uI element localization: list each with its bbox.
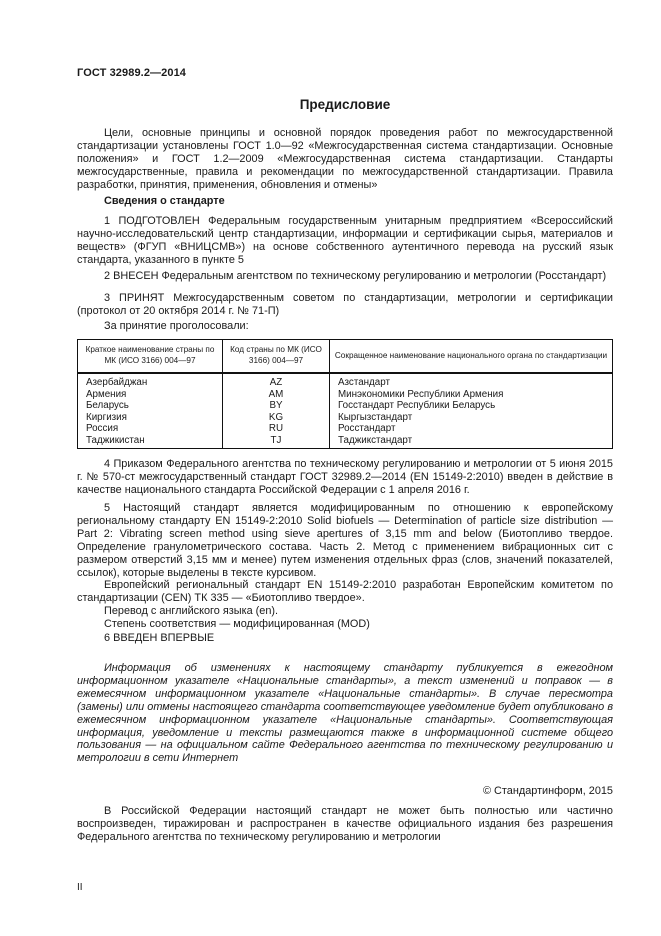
item-6-block [77,632,613,645]
notice-block [77,662,613,765]
code-cell: AZ [223,373,330,389]
code-cell: KG [223,412,330,424]
country-cell: Россия [78,423,223,435]
copyright-block [77,785,613,798]
item-5-european-standard: Европейский региональный стандарт EN 15149-2:2010 разработан Европейским комитетом по стандартизации (CEN) ТК 335 — «Биотопливо твердое». [77,579,613,605]
item-6: 6 ВВЕДЕН ВПЕРВЫЕ [104,632,215,644]
item-5-block [77,502,613,631]
country-cell: Азербайджан [78,373,223,389]
page-title: Предисловие [299,97,391,112]
item-5-degree: Степень соответствия — модифицированная (MOD) [104,618,370,631]
code-cell: RU [223,423,330,435]
table-header-row [78,340,613,374]
section-heading: Сведения о стандарте [104,195,225,207]
item-4: 4 Приказом Федерального агентства по техническому регулированию и метрологии от 5 июня 2015 г. № 570-ст межгосударственный стандарт ГОСТ 32989.2—2014 (EN 15149-2:2010) введен в действие в качестве национального стандарта Российской Федерации с 1 апреля 2016 г. [77,458,613,496]
document-code: ГОСТ 32989.2—2014 [77,67,187,79]
column-header-body: Сокращенное наименование национального органа по стандартизации [330,340,613,374]
body-cell: Минэкономики Республики Армения [330,389,613,401]
item-1: 1 ПОДГОТОВЛЕН Федеральным государственным унитарным предприятием «Всероссийский научно-исследовательский центр стандартизации, информации и сертификации сырья, материалов и веществ» (ФГУП «ВНИЦСМВ») на основе собственного аутентичного перевода на русский язык стандарта, указанного в пункте 5 [77,215,613,266]
table-row [78,423,613,435]
restriction-block [77,805,613,844]
body-cell: Кыргызстандарт [330,412,613,424]
item-5-translation: Перевод с английского языка (en). [104,605,279,618]
page-number: II [77,882,83,893]
item-5: 5 Настоящий стандарт является модифицированным по отношению к европейскому региональному стандарту EN 15149-2:2010 Solid biofuels — Determination of particle size distribution — Part 2: Vibrating screen method using sieve apertures of 3,15 mm and below (Биотопливо твердое. Определение гранулометрического состава. Часть 2. Метод с применением вибрационных сит с размером отверстий 3,15 мм и менее) путем изменения отдельных фраз (слов, значений показателей, ссылок), которые выделены в тексте курсивом. [77,502,613,579]
column-header-code: Код страны по МК (ИСО 3166) 004—97 [223,340,330,374]
table-row [78,400,613,412]
column-header-country: Краткое наименование страны по МК (ИСО 3166) 004—97 [78,340,223,374]
country-cell: Таджикистан [78,435,223,449]
item-2-block [77,270,613,283]
table-row [78,412,613,424]
body-cell: Таджикстандарт [330,435,613,449]
item-3-block [77,292,613,318]
body-cell: Азстандарт [330,373,613,389]
body-cell: Росстандарт [330,423,613,435]
country-cell: Беларусь [78,400,223,412]
table-row [78,389,613,401]
code-cell: AM [223,389,330,401]
voting-countries-table [77,339,613,449]
code-cell: TJ [223,435,330,449]
country-cell: Киргизия [78,412,223,424]
country-cell: Армения [78,389,223,401]
intro-paragraph: Цели, основные принципы и основной порядок проведения работ по межгосударственной стандартизации установлены ГОСТ 1.0—92 «Межгосударственная система стандартизации. Основные положения» и ГОСТ 1.2—2009 «Межгосударственная система стандартизации. Стандарты межгосударственные, правила и рекомендации по межгосударственной стандартизации. Правила разработки, принятия, применения, обновления и отмены» [77,127,613,191]
intro-paragraph-block [77,127,613,192]
restriction-notice: В Российской Федерации настоящий стандарт не может быть полностью или частично воспроизведен, тиражирован и распространен в качестве официального издания без разрешения Федерального агентства по техническому регулированию и метрологии [77,805,613,843]
item-2: 2 ВНЕСЕН Федеральным агентством по техническому регулированию и метрологии (Росстандарт) [104,270,607,282]
voted-block [77,320,613,333]
item-3: 3 ПРИНЯТ Межгосударственным советом по стандартизации, метрологии и сертификации (протокол от 20 октября 2014 г. № 71-П) [77,292,613,317]
voted-label: За принятие проголосовали: [104,320,249,332]
body-cell: Госстандарт Республики Беларусь [330,400,613,412]
table-row [78,373,613,389]
item-1-block [77,215,613,267]
standard-info-block [77,195,613,208]
item-4-block [77,458,613,497]
change-notice: Информация об изменениях к настоящему стандарту публикуется в ежегодном информационном указателе «Национальные стандарты», а текст изменений и поправок — в ежемесячном информационном указателе «Национальные стандарты». В случае пересмотра (замены) или отмены настоящего стандарта соответствующее уведомление будет опубликовано в ежемесячном информационном указателе «Национальные стандарты». Соответствующая информация, уведомление и тексты размещаются также в информационной системе общего пользования — на официальном сайте Федерального агентства по техническому регулированию и метрологии в сети Интернет [77,662,613,765]
code-cell: BY [223,400,330,412]
copyright: © Стандартинформ, 2015 [482,785,613,797]
table-row [78,435,613,449]
